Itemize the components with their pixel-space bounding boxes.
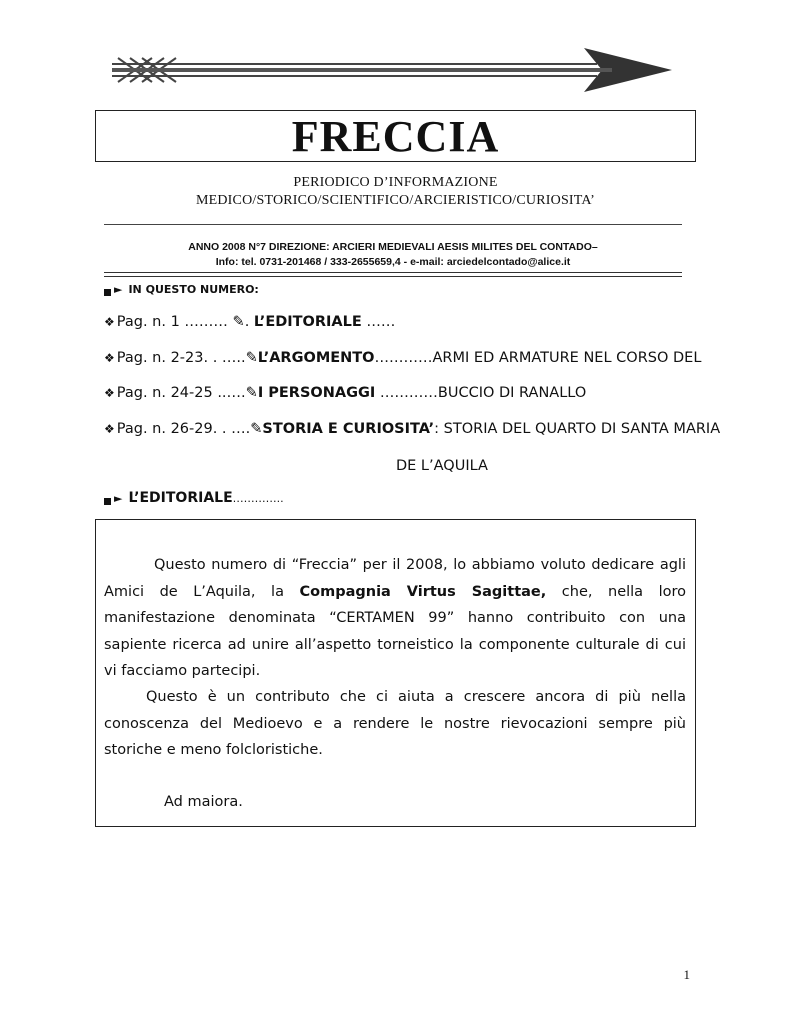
- toc-page-ref: Pag. n. 1 ………: [116, 314, 233, 330]
- toc-page-ref: Pag. n. 24-25 ..….: [116, 385, 246, 401]
- diamond-bullet-icon: ❖: [104, 386, 115, 400]
- square-bullet-icon: [104, 498, 111, 505]
- masthead-title: FRECCIA: [291, 112, 500, 161]
- toc-item: [104, 314, 395, 330]
- publication-info-line-2: Info: tel. 0731-201468 / 333-2655659,4 - e-mail: arciedelcontado@alice.it: [215, 256, 571, 268]
- contents-heading-label: IN QUESTO NUMERO:: [128, 283, 259, 296]
- page-number: 1: [683, 967, 690, 982]
- triangle-bullet-icon: ►: [114, 491, 123, 505]
- pencil-icon: ✎: [232, 314, 245, 330]
- toc-section-title: L’ARGOMENTO: [257, 350, 375, 366]
- publication-info-line-1: ANNO 2008 N°7 DIREZIONE: ARCIERI MEDIEVALI AESIS MILITES DEL CONTADO–: [188, 241, 598, 253]
- toc-description: ……: [361, 314, 396, 330]
- diamond-bullet-icon: ❖: [104, 315, 115, 329]
- editorial-closing: Ad maiora.: [164, 794, 243, 810]
- toc-description: : STORIA DEL QUARTO DI SANTA MARIA: [434, 421, 721, 437]
- toc-item: [104, 421, 720, 437]
- editorial-heading-dots: …………..: [232, 491, 284, 505]
- square-bullet-icon: [104, 289, 111, 296]
- toc-dots: .: [244, 314, 254, 330]
- triangle-bullet-icon: ►: [114, 283, 123, 296]
- editorial-heading-label: L’EDITORIALE: [128, 490, 233, 506]
- toc-section-title: STORIA E CURIOSITA’: [262, 421, 435, 437]
- pencil-icon: ✎: [245, 350, 258, 366]
- editorial-heading: [104, 490, 284, 506]
- subtitle-line-1: PERIODICO D’INFORMAZIONE: [293, 175, 498, 190]
- divider: [104, 224, 682, 225]
- editorial-text: che, nella loro manifestazione denominata “CERTAMEN 99” hanno contribuito con una sapiente ricerca ad unire all’aspetto torneistico la componente culturale di cui vi facciamo partecipi.: [104, 583, 686, 679]
- diamond-bullet-icon: ❖: [104, 422, 115, 436]
- editorial-paragraph-2: Questo è un contributo che ci aiuta a crescere ancora di più nella conoscenza del Medioevo e a rendere le nostre rievocazioni sempre più storiche e meno folcloristiche.: [104, 689, 686, 758]
- toc-description: …………ARMI ED ARMATURE NEL CORSO DEL: [374, 350, 702, 366]
- toc-page-ref: Pag. n. 26-29. . ….: [116, 421, 251, 437]
- company-name: Compagnia Virtus Sagittae,: [299, 583, 547, 600]
- double-divider-bottom: [104, 276, 682, 277]
- contents-heading: [104, 283, 259, 296]
- toc-item: [104, 385, 586, 401]
- toc-page-ref: Pag. n. 2-23. . …..: [116, 350, 246, 366]
- toc-item: [104, 350, 701, 366]
- toc-description: …………BUCCIO DI RANALLO: [375, 385, 587, 401]
- editorial-text: Questo numero di “Freccia” per il 2008, lo abbiamo voluto dedicare agli Amici de L’Aquila, la: [104, 557, 686, 600]
- pencil-icon: ✎: [250, 421, 263, 437]
- subtitle-line-2: MEDICO/STORICO/SCIENTIFICO/ARCIERISTICO/CURIOSITA’: [195, 193, 596, 208]
- editorial-paragraph-1: [104, 552, 686, 685]
- arrow-illustration: [112, 44, 674, 104]
- diamond-bullet-icon: ❖: [104, 351, 115, 365]
- double-divider-top: [104, 272, 682, 273]
- pencil-icon: ✎: [245, 385, 258, 401]
- masthead-box: [95, 110, 696, 162]
- toc-continuation: DE L’AQUILA: [396, 458, 488, 474]
- toc-section-title: I PERSONAGGI: [257, 385, 376, 401]
- toc-section-title: L’EDITORIALE: [253, 314, 362, 330]
